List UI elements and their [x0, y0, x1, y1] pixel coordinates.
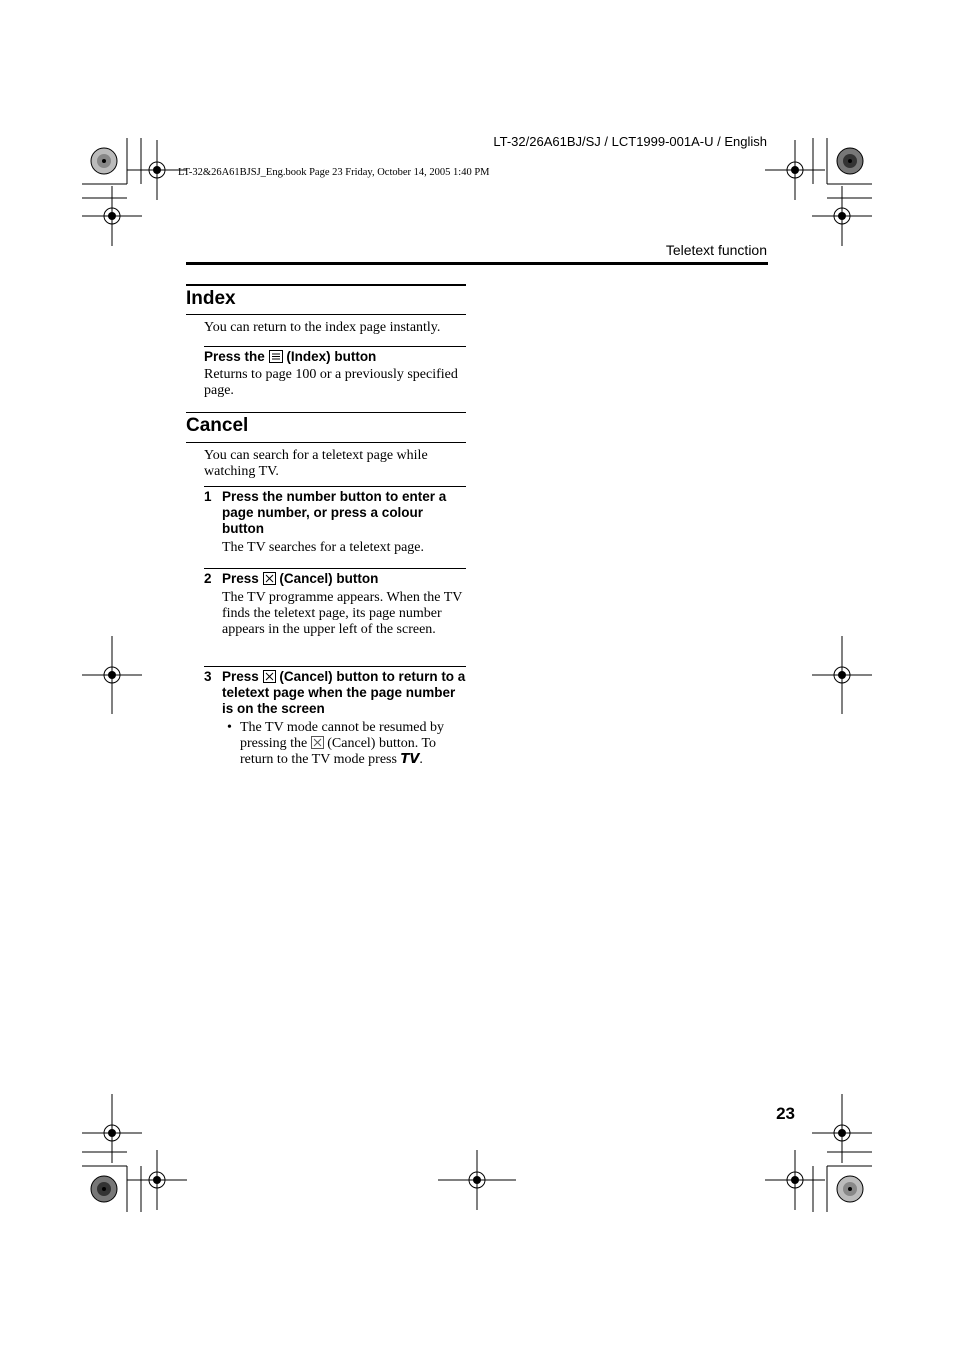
- cancel-button-icon: [263, 670, 276, 683]
- step-3-title-suffix: (Cancel) button to return to a teletext page when the page number is on the screen: [222, 669, 466, 716]
- cancel-heading: Cancel: [186, 415, 249, 436]
- cancel-top-rule: [186, 412, 466, 413]
- step-2-rule: [204, 568, 466, 569]
- step-1-rule: [204, 486, 466, 487]
- step-3-note-part2: (Cancel) button. To return to the TV mode press: [240, 736, 437, 767]
- index-action: [204, 349, 466, 365]
- page-number: 23: [776, 1104, 795, 1123]
- step-3-number: 3: [204, 669, 212, 684]
- step-2-title-suffix: (Cancel) button: [279, 571, 379, 586]
- index-top-rule: [186, 284, 466, 286]
- book-info-line: LT-32&26A61BJSJ_Eng.book Page 23 Friday, October 14, 2005 1:40 PM: [178, 167, 490, 178]
- cancel-heading-rule: [186, 442, 466, 443]
- step-3-title: [222, 669, 466, 717]
- step-3-note-part1: The TV mode cannot be resumed by pressing the: [240, 720, 444, 751]
- step-3-note-end: .: [419, 752, 423, 767]
- index-action-desc: Returns to page 100 or a previously specified page.: [204, 367, 458, 398]
- step-3-rule: [204, 666, 466, 667]
- step-1-desc: The TV searches for a teletext page.: [222, 540, 425, 555]
- model-line: LT-32/26A61BJ/SJ / LCT1999-001A-U / English: [493, 134, 767, 149]
- header-rule: [186, 262, 768, 265]
- cancel-intro: You can search for a teletext page while watching TV.: [204, 448, 428, 479]
- index-button-icon: [269, 350, 283, 363]
- step-1-title: Press the number button to enter a page number, or press a colour button: [222, 489, 447, 536]
- tv-button-label: TV: [400, 752, 420, 767]
- step-2-desc: The TV programme appears. When the TV finds the teletext page, its page number appears in the upper left of the screen.: [222, 590, 463, 637]
- step-2-number: 2: [204, 571, 212, 586]
- step-3-note: [240, 720, 466, 768]
- index-action-suffix: (Index) button: [286, 349, 377, 364]
- cancel-button-icon: [311, 736, 324, 749]
- index-intro: You can return to the index page instantly.: [204, 320, 441, 335]
- step-2-title: [222, 571, 466, 587]
- step-3-title-prefix: Press: [222, 669, 259, 684]
- section-title: Teletext function: [665, 242, 767, 258]
- bullet-mark: •: [227, 720, 232, 735]
- cancel-button-icon: [263, 572, 276, 585]
- step-1-number: 1: [204, 489, 212, 504]
- index-action-prefix: Press the: [204, 349, 265, 364]
- index-heading-rule: [186, 314, 466, 315]
- index-action-rule: [204, 346, 466, 347]
- index-heading: Index: [186, 288, 236, 309]
- step-2-title-prefix: Press: [222, 571, 259, 586]
